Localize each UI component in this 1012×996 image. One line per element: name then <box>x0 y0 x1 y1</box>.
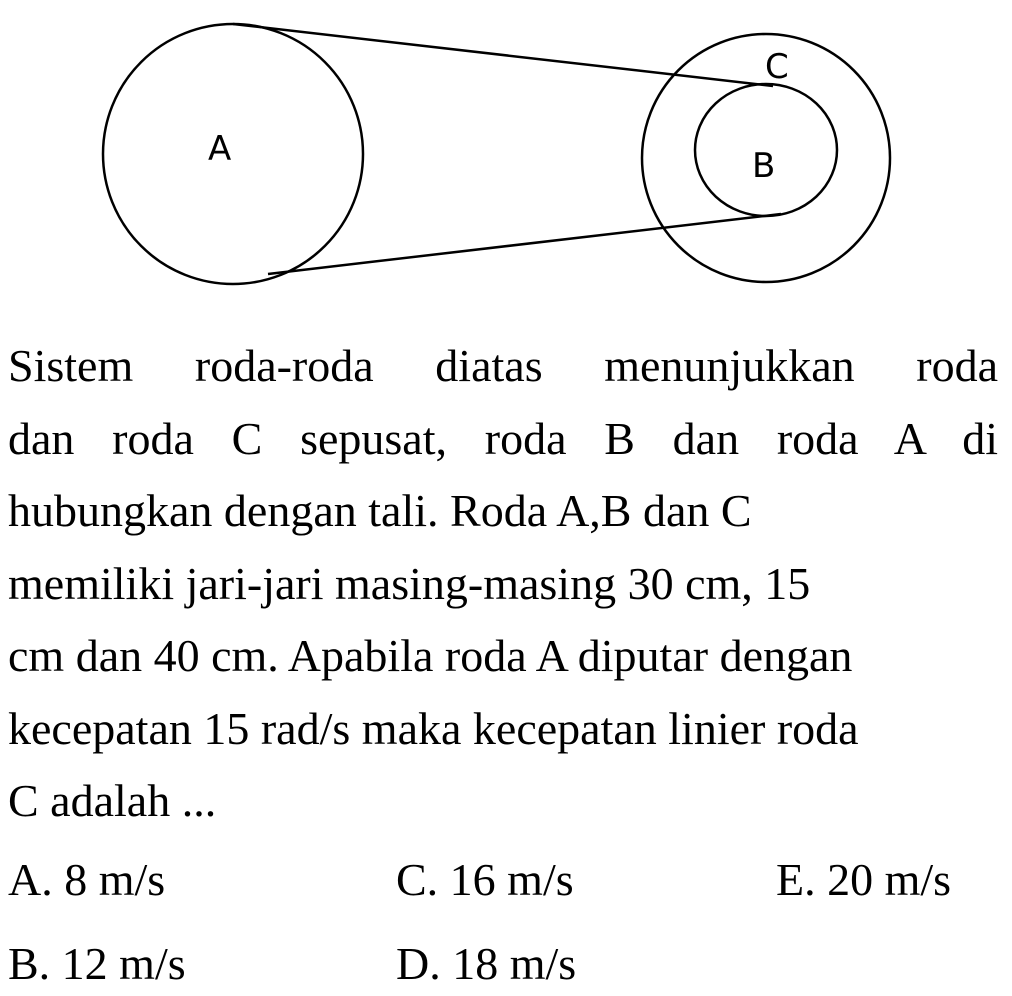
wheel-b-label: B <box>752 146 776 186</box>
question-text <box>8 330 998 838</box>
option-e[interactable]: E. 20 m/s <box>776 854 952 905</box>
option-b[interactable]: B. 12 m/s <box>8 938 186 989</box>
belt-top <box>233 24 773 86</box>
option-a[interactable]: A. 8 m/s <box>8 854 166 905</box>
question-line: Sistem roda-roda diatas menunjukkan roda <box>8 340 998 391</box>
wheel-c-label: C <box>765 47 789 87</box>
question-line: cm dan 40 cm. Apabila roda A diputar dengan <box>8 630 853 681</box>
question-line: kecepatan 15 rad/s maka kecepatan linier roda <box>8 702 859 754</box>
wheel-a-label: A <box>208 129 232 169</box>
option-d[interactable]: D. 18 m/s <box>396 938 577 989</box>
question-line: hubungkan dengan tali. Roda A,B dan C <box>8 485 752 536</box>
pulley-diagram <box>0 0 1012 310</box>
question-line: C adalah ... <box>8 775 217 826</box>
wheel-a <box>103 24 363 284</box>
question-line: memiliki jari-jari masing-masing 30 cm, 15 <box>8 557 811 609</box>
question-line: dan roda C sepusat, roda B dan roda A di <box>8 412 998 464</box>
option-c[interactable]: C. 16 m/s <box>396 854 574 905</box>
